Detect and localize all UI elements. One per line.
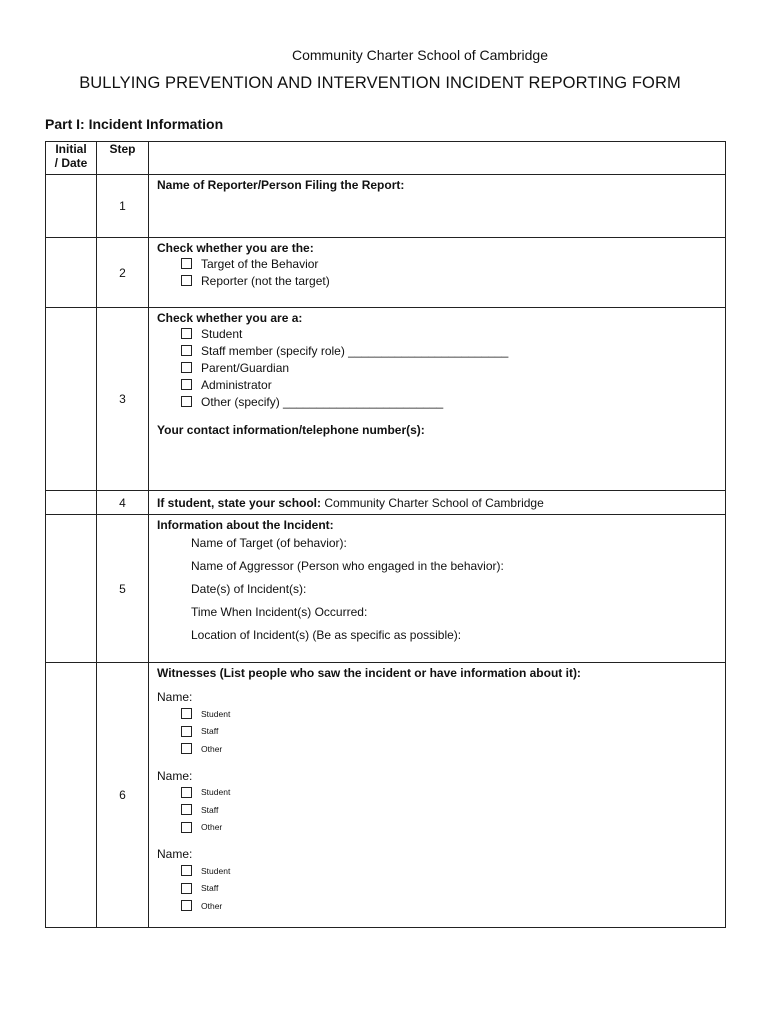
- checkbox[interactable]: [181, 328, 192, 339]
- option-reporter[interactable]: Reporter (not the target): [157, 272, 725, 289]
- step-number: 5: [97, 515, 149, 663]
- witness-1-staff[interactable]: Staff: [157, 723, 725, 741]
- school-name: Community Charter School of Cambridge: [292, 47, 548, 63]
- witness-2-other[interactable]: Other: [157, 819, 725, 837]
- step-5-content: [149, 515, 726, 663]
- school-question-label: If student, state your school:: [157, 495, 322, 510]
- checkbox[interactable]: [181, 258, 192, 269]
- step-1-row: [46, 175, 726, 238]
- step-3-content: [149, 308, 726, 491]
- initial-date-cell[interactable]: [46, 663, 97, 928]
- witness-2-name[interactable]: Name:: [157, 768, 193, 783]
- witness-1-other[interactable]: Other: [157, 740, 725, 758]
- checkbox[interactable]: [181, 787, 192, 798]
- person-type-label: Check whether you are a:: [157, 311, 303, 325]
- option-other[interactable]: Other (specify) ________________________: [157, 393, 725, 410]
- step-6-content: [149, 663, 726, 928]
- option-student[interactable]: Student: [157, 325, 725, 342]
- checkbox[interactable]: [181, 379, 192, 390]
- step-1-content[interactable]: [149, 175, 726, 238]
- checkbox[interactable]: [181, 396, 192, 407]
- option-staff[interactable]: Staff member (specify role) ________________________: [157, 342, 725, 359]
- step-number: 1: [97, 175, 149, 238]
- witness-1-student[interactable]: Student: [157, 705, 725, 723]
- step-5-row: [46, 515, 726, 663]
- step-2-row: [46, 238, 726, 308]
- witness-3-student[interactable]: Student: [157, 862, 725, 880]
- step-number: 4: [97, 491, 149, 515]
- witness-2-staff[interactable]: Staff: [157, 801, 725, 819]
- school-value[interactable]: Community Charter School of Cambridge: [324, 495, 544, 510]
- witness-3-staff[interactable]: Staff: [157, 880, 725, 898]
- witness-3-name[interactable]: Name:: [157, 847, 193, 861]
- checkbox[interactable]: [181, 743, 192, 754]
- incident-time-field[interactable]: Time When Incident(s) Occurred:: [191, 605, 368, 619]
- target-name-field[interactable]: Name of Target (of behavior):: [191, 536, 347, 550]
- incident-date-field[interactable]: Date(s) of Incident(s):: [191, 582, 307, 596]
- step-number: 2: [97, 238, 149, 308]
- step-6-row: [46, 663, 726, 928]
- witness-3-other[interactable]: Other: [157, 897, 725, 915]
- initial-date-header: Initial / Date: [46, 142, 97, 175]
- checkbox[interactable]: [181, 708, 192, 719]
- step-4-row: [46, 491, 726, 515]
- checkbox[interactable]: [181, 362, 192, 373]
- initial-date-cell[interactable]: [46, 238, 97, 308]
- step-number: 6: [97, 663, 149, 928]
- witness-2-student[interactable]: Student: [157, 784, 725, 802]
- initial-date-cell[interactable]: [46, 515, 97, 663]
- checkbox[interactable]: [181, 804, 192, 815]
- checkbox[interactable]: [181, 345, 192, 356]
- step-header: Step: [97, 142, 149, 175]
- option-administrator[interactable]: Administrator: [157, 376, 725, 393]
- initial-date-cell[interactable]: [46, 308, 97, 491]
- checkbox[interactable]: [181, 275, 192, 286]
- witness-1-name[interactable]: Name:: [157, 690, 193, 704]
- option-parent[interactable]: Parent/Guardian: [157, 359, 725, 376]
- step-3-row: [46, 308, 726, 491]
- option-target[interactable]: Target of the Behavior: [157, 255, 725, 272]
- checkbox[interactable]: [181, 900, 192, 911]
- checkbox[interactable]: [181, 726, 192, 737]
- aggressor-name-field[interactable]: Name of Aggressor (Person who engaged in the behavior):: [191, 559, 504, 573]
- reporter-name-label: Name of Reporter/Person Filing the Report:: [157, 178, 405, 192]
- checkbox[interactable]: [181, 865, 192, 876]
- step-2-content: [149, 238, 726, 308]
- content-header: [149, 142, 726, 175]
- incident-info-label: Information about the Incident:: [157, 518, 334, 532]
- initial-date-cell[interactable]: [46, 491, 97, 515]
- step-4-content[interactable]: [149, 491, 726, 515]
- role-question-label: Check whether you are the:: [157, 241, 314, 255]
- checkbox[interactable]: [181, 883, 192, 894]
- form-title: BULLYING PREVENTION AND INTERVENTION INCIDENT REPORTING FORM: [79, 74, 681, 92]
- checkbox[interactable]: [181, 822, 192, 833]
- incident-location-field[interactable]: Location of Incident(s) (Be as specific as possible):: [191, 628, 462, 642]
- initial-date-cell[interactable]: [46, 175, 97, 238]
- contact-info-label[interactable]: Your contact information/telephone number(s):: [157, 423, 425, 437]
- part-title: Part I: Incident Information: [45, 116, 224, 132]
- incident-form-table: [45, 141, 726, 928]
- step-number: 3: [97, 308, 149, 491]
- witnesses-label: Witnesses (List people who saw the incident or have information about it):: [157, 666, 581, 680]
